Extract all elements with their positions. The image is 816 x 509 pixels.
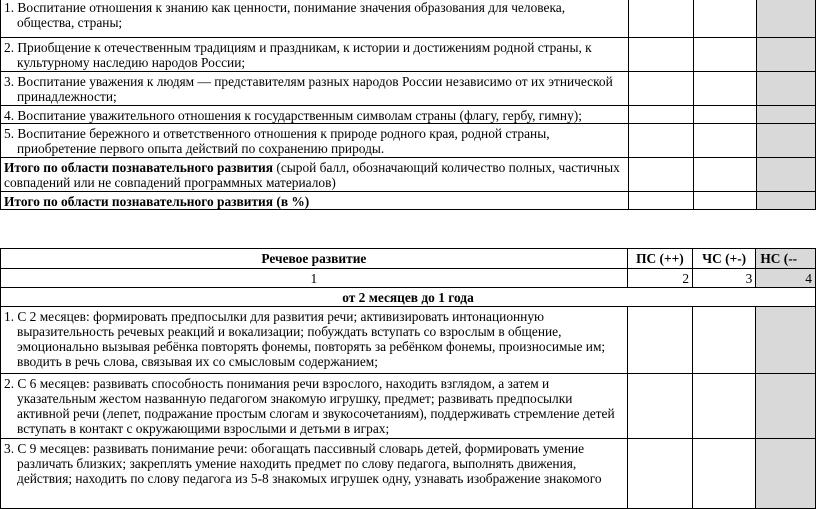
ns-cell[interactable] bbox=[756, 106, 815, 124]
table-row bbox=[1, 106, 816, 124]
goal-text: 1. С 2 месяцев: формировать предпосылки для развития речи; активизировать интонационную выразительность речевых реакций и вокализации; побуждать вступать со взрослым в общение, эмоционально вызывая ребёнка повторять фонемы, повторять за ребёнком фонемы, произносимые им; вводить в речь слова, связывая их со смысловым содержанием; bbox=[1, 307, 628, 374]
ps-cell[interactable] bbox=[628, 0, 693, 38]
chs-cell[interactable] bbox=[693, 106, 756, 124]
column-number-row bbox=[1, 269, 816, 288]
total-raw-title: Итого по области познавательного развития bbox=[4, 160, 274, 175]
section-title: Речевое развитие bbox=[1, 249, 628, 269]
total-raw-row bbox=[1, 158, 816, 192]
ns-total-cell[interactable] bbox=[756, 158, 815, 192]
ps-cell[interactable] bbox=[628, 124, 693, 158]
column-number: 1 bbox=[1, 269, 628, 288]
ns-cell[interactable] bbox=[756, 0, 815, 38]
goal-text: 4. Воспитание уважительного отношения к государственным символам страны (флагу, гербу, гимну); bbox=[1, 106, 629, 124]
chs-cell[interactable] bbox=[693, 307, 756, 374]
ns-cell[interactable] bbox=[756, 307, 816, 374]
header-row bbox=[1, 249, 816, 269]
chs-cell[interactable] bbox=[693, 439, 756, 509]
ns-percent-cell[interactable] bbox=[756, 192, 815, 210]
age-group-label: от 2 месяцев до 1 года bbox=[1, 288, 816, 307]
age-group-row bbox=[1, 288, 816, 307]
ps-total-cell[interactable] bbox=[628, 158, 693, 192]
table-row bbox=[1, 38, 816, 72]
goal-text: 3. С 9 месяцев: развивать понимание речи: обогащать пассивный словарь детей, формировать умение различать близких; закреплять умение находить предмет по слову педагога, выполнять движения, действия; находить по слову педагога из 5-8 знакомых игрушек одну, узнавать изображение знакомого bbox=[1, 439, 628, 509]
total-percent-row bbox=[1, 192, 816, 210]
ps-cell[interactable] bbox=[628, 72, 693, 106]
ps-cell[interactable] bbox=[628, 38, 693, 72]
ps-header: ПС (++) bbox=[627, 249, 692, 269]
table-row bbox=[1, 0, 816, 38]
ps-percent-cell[interactable] bbox=[628, 192, 693, 210]
chs-cell[interactable] bbox=[693, 374, 756, 439]
ns-header: НС (-- bbox=[756, 249, 816, 269]
ns-cell[interactable] bbox=[756, 38, 815, 72]
ps-cell[interactable] bbox=[628, 106, 693, 124]
chs-total-cell[interactable] bbox=[693, 158, 756, 192]
table-row bbox=[1, 307, 816, 374]
goals-table-cognitive bbox=[0, 0, 816, 210]
goals-table-speech bbox=[0, 248, 816, 509]
total-raw-label bbox=[1, 158, 629, 192]
goal-text: 2. Приобщение к отечественным традициям и праздникам, к истории и достижениям родной страны, к культурному наследию народов России; bbox=[1, 38, 629, 72]
chs-cell[interactable] bbox=[693, 38, 756, 72]
table-row bbox=[1, 439, 816, 509]
goal-text: 1. Воспитание отношения к знанию как ценности, понимание значения образования для человека, общества, страны; bbox=[1, 0, 629, 38]
column-number: 2 bbox=[627, 269, 692, 288]
goal-text: 5. Воспитание бережного и ответственного отношения к природе родного края, родной страны, приобретение первого опыта действий по сохранению природы. bbox=[1, 124, 629, 158]
chs-percent-cell[interactable] bbox=[693, 192, 756, 210]
ps-cell[interactable] bbox=[627, 439, 692, 509]
chs-header: ЧС (+-) bbox=[693, 249, 756, 269]
goal-text: 3. Воспитание уважения к людям — представителям разных народов России независимо от их этнической принадлежности; bbox=[1, 72, 629, 106]
column-number: 3 bbox=[693, 269, 756, 288]
chs-cell[interactable] bbox=[693, 0, 756, 38]
goal-text: 2. С 6 месяцев: развивать способность понимания речи взрослого, находить взглядом, а затем и указательным жестом названную педагогом знакомую игрушку, предмет; развивать предпосылки активной речи (лепет, подражание простым слогам и звукосочетаниям), поддерживать стремление детей вступать в контакт с окружающими взрослыми и детьми в играх; bbox=[1, 374, 628, 439]
column-number: 4 bbox=[756, 269, 816, 288]
ps-cell[interactable] bbox=[627, 374, 692, 439]
ns-cell[interactable] bbox=[756, 124, 815, 158]
chs-cell[interactable] bbox=[693, 72, 756, 106]
ns-cell[interactable] bbox=[756, 72, 815, 106]
ns-cell[interactable] bbox=[756, 439, 816, 509]
table-row bbox=[1, 374, 816, 439]
ns-cell[interactable] bbox=[756, 374, 816, 439]
table-row bbox=[1, 124, 816, 158]
table-row bbox=[1, 72, 816, 106]
ps-cell[interactable] bbox=[627, 307, 692, 374]
total-raw-note: (сырой балл, обозначающий количество полных, частичных совпадений или не совпадений программных материалов) bbox=[4, 160, 620, 190]
total-percent-label: Итого по области познавательного развития (в %) bbox=[1, 192, 629, 210]
chs-cell[interactable] bbox=[693, 124, 756, 158]
